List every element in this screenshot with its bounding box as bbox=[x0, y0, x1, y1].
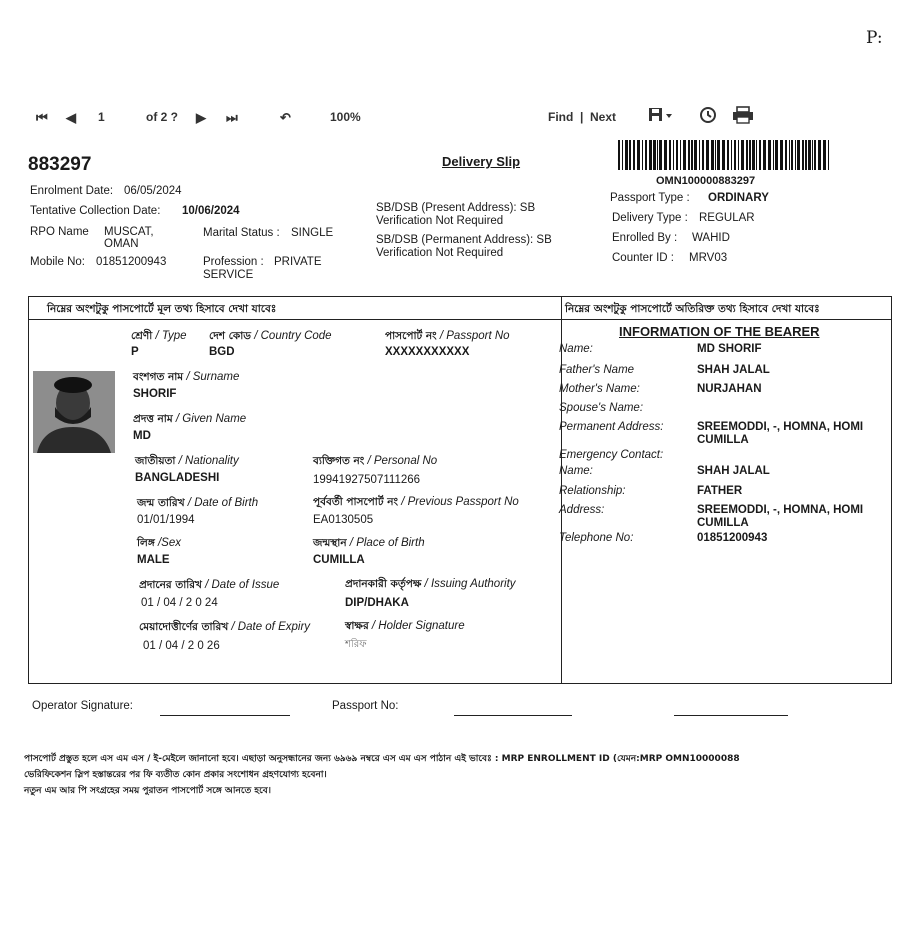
enrolled-by-value: WAHID bbox=[692, 232, 730, 244]
slip-number: 883297 bbox=[28, 154, 92, 175]
find-link[interactable]: Find bbox=[548, 110, 574, 124]
date-of-expiry-label-bn: মেয়াদোত্তীর্ণের তারিখ bbox=[139, 621, 229, 633]
footer-note-3: নতুন এম আর পি সংগ্রহের সময় পুরাতন পাসপোর্ট সঙ্গে আনতে হবে। bbox=[24, 786, 271, 796]
date-of-issue-label: / Date of Issue bbox=[201, 579, 280, 591]
counter-id-value: MRV03 bbox=[689, 252, 728, 264]
mobile-label: Mobile No: bbox=[30, 256, 85, 268]
rpo-value: MUSCAT, bbox=[104, 226, 154, 238]
nationality-label-bn: জাতীয়তা bbox=[135, 455, 176, 467]
holder-signature-label: / Holder Signature bbox=[368, 620, 465, 632]
emergency-address-value: SREEMODDI, -, HOMNA, HOMI bbox=[697, 504, 864, 516]
tentative-date-value: 10/06/2024 bbox=[182, 205, 240, 217]
dob-label-bn: জন্ম তারিখ bbox=[137, 497, 185, 509]
profession-label: Profession : bbox=[203, 256, 264, 268]
sb-present-text-line2: Verification Not Required bbox=[376, 215, 504, 227]
right-panel-header: নিম্নের অংশটুকু পাসপোর্টে অতিরিক্ত তথ্য হিসাবে দেখা যাবেঃ bbox=[565, 303, 820, 315]
back-icon[interactable]: ↶ bbox=[280, 110, 291, 125]
relationship-value: FATHER bbox=[697, 485, 743, 497]
toolbar-separator: | bbox=[580, 110, 584, 124]
next-page-button[interactable]: ▶ bbox=[196, 110, 206, 125]
given-name-label-bn: প্রদত্ত নাম bbox=[133, 413, 173, 425]
last-page-button[interactable]: ⏭ bbox=[226, 110, 238, 125]
tentative-date-label: Tentative Collection Date: bbox=[30, 205, 161, 217]
first-page-button[interactable]: ⏮ bbox=[36, 110, 48, 125]
delivery-type-value: REGULAR bbox=[699, 212, 755, 224]
permanent-address-value: SREEMODDI, -, HOMNA, HOMI bbox=[697, 421, 864, 433]
date-of-issue-label-bn: প্রদানের তারিখ bbox=[139, 579, 202, 591]
date-of-expiry-label: / Date of Expiry bbox=[228, 621, 311, 633]
footer-note-2: ভেরিফিকেশন স্লিপ হস্তান্তরের পর ফি ব্যতীত কোন প্রকার সংশোধন গ্রহণযোগ্য হবেনা। bbox=[24, 770, 327, 780]
date-of-expiry-value: 01 / 04 / 2 0 26 bbox=[143, 640, 220, 652]
nationality-value: BANGLADESHI bbox=[135, 472, 220, 484]
enrolment-date-value: 06/05/2024 bbox=[124, 185, 182, 197]
report-toolbar bbox=[30, 106, 790, 130]
operator-signature-label: Operator Signature: bbox=[32, 700, 134, 712]
surname-value: SHORIF bbox=[133, 388, 177, 400]
holder-signature-label-bn: স্বাক্ষর bbox=[345, 620, 369, 632]
name-label: Name: bbox=[559, 343, 593, 355]
telephone-value: 01851200943 bbox=[697, 532, 768, 544]
mother-name-label: Mother's Name: bbox=[559, 383, 640, 395]
delivery-type-label: Delivery Type : bbox=[612, 212, 688, 224]
sex-label: /Sex bbox=[154, 537, 182, 549]
sb-present-text: SB/DSB (Present Address): SB bbox=[376, 202, 536, 214]
header-divider bbox=[29, 319, 891, 320]
rpo-value-line2: OMAN bbox=[104, 238, 139, 250]
sb-permanent-text: SB/DSB (Permanent Address): SB bbox=[376, 234, 552, 246]
country-label: / Country Code bbox=[251, 330, 332, 342]
profession-value: PRIVATE bbox=[274, 256, 322, 268]
barcode-image bbox=[618, 140, 830, 170]
personal-no-value: 19941927507111266 bbox=[313, 474, 421, 486]
place-of-birth-label-bn: জন্মস্থান bbox=[313, 537, 347, 549]
personal-no-label-bn: ব্যক্তিগত নং bbox=[313, 455, 365, 467]
emergency-address-label: Address: bbox=[559, 504, 605, 516]
issuing-authority-label: / Issuing Authority bbox=[421, 578, 516, 590]
passport-no-label: / Passport No bbox=[436, 330, 510, 342]
spouse-name-label: Spouse's Name: bbox=[559, 402, 644, 414]
page-corner-text: P: bbox=[866, 28, 883, 48]
type-label: / Type bbox=[152, 330, 187, 342]
dob-value: 01/01/1994 bbox=[137, 514, 195, 526]
dob-label: / Date of Birth bbox=[184, 497, 259, 509]
previous-passport-label: / Previous Passport No bbox=[398, 496, 519, 508]
previous-passport-label-bn: পূর্ববর্তী পাসপোর্ট নং bbox=[313, 496, 399, 508]
barcode-text: OMN100000883297 bbox=[656, 175, 756, 187]
holder-signature: শরিফ bbox=[345, 639, 367, 650]
passport-no-label-bn: পাসপোর্ট নং bbox=[385, 330, 437, 342]
nationality-label: / Nationality bbox=[175, 455, 239, 467]
personal-no-label: / Personal No bbox=[364, 455, 438, 467]
left-panel-header: নিম্নের অংশটুকু পাসপোর্টে মূল তথ্য হিসাবে দেখা যাবেঃ bbox=[47, 303, 277, 315]
previous-page-button[interactable]: ◀ bbox=[66, 110, 76, 125]
date-of-issue-value: 01 / 04 / 2 0 24 bbox=[141, 597, 218, 609]
permanent-address-value-line2: CUMILLA bbox=[697, 434, 749, 446]
emergency-address-value-line2: CUMILLA bbox=[697, 517, 749, 529]
enrolment-date-label: Enrolment Date: bbox=[30, 185, 114, 197]
print-icon[interactable] bbox=[732, 106, 754, 127]
passport-no-footer-label: Passport No: bbox=[332, 700, 399, 712]
sb-permanent-text-line2: Verification Not Required bbox=[376, 247, 504, 259]
type-value: P bbox=[131, 346, 139, 358]
passport-info-frame bbox=[28, 296, 892, 684]
profession-value-line2: SERVICE bbox=[203, 269, 254, 281]
father-name-label: Father's Name bbox=[559, 364, 635, 376]
father-name-value: SHAH JALAL bbox=[697, 364, 770, 376]
issuing-authority-label-bn: প্রদানকারী কর্তৃপক্ষ bbox=[345, 578, 422, 590]
mother-name-value: NURJAHAN bbox=[697, 383, 762, 395]
sex-label-bn: লিঙ্গ bbox=[137, 537, 155, 549]
passport-type-label: Passport Type : bbox=[610, 192, 690, 204]
mobile-value: 01851200943 bbox=[96, 256, 167, 268]
emergency-name-value: SHAH JALAL bbox=[697, 465, 770, 477]
marital-value: SINGLE bbox=[291, 227, 334, 239]
permanent-address-label: Permanent Address: bbox=[559, 421, 664, 433]
emergency-contact-label: Emergency Contact: bbox=[559, 449, 664, 461]
passport-no-value: XXXXXXXXXXX bbox=[385, 346, 470, 358]
surname-label-bn: বংশগত নাম bbox=[133, 371, 184, 383]
zoom-select[interactable]: 100% bbox=[330, 110, 361, 124]
rpo-label: RPO Name bbox=[30, 226, 89, 238]
type-label-bn: শ্রেণী bbox=[131, 330, 153, 342]
counter-id-label: Counter ID : bbox=[612, 252, 674, 264]
country-value: BGD bbox=[209, 346, 235, 358]
telephone-label: Telephone No: bbox=[559, 532, 634, 544]
extra-signature-line bbox=[674, 715, 788, 716]
country-label-bn: দেশ কোড bbox=[209, 330, 252, 342]
marital-label: Marital Status : bbox=[203, 227, 280, 239]
bearer-info-title: INFORMATION OF THE BEARER bbox=[619, 324, 820, 339]
previous-passport-value: EA0130505 bbox=[313, 514, 374, 526]
passport-no-line bbox=[454, 715, 572, 716]
save-icon[interactable] bbox=[648, 106, 674, 127]
emergency-name-label: Name: bbox=[559, 465, 593, 477]
given-name-label: / Given Name bbox=[172, 413, 247, 425]
place-of-birth-label: / Place of Birth bbox=[346, 537, 425, 549]
passport-type-value: ORDINARY bbox=[708, 192, 769, 204]
find-next-link[interactable]: Next bbox=[590, 110, 617, 124]
footer-note-1: পাসপোর্ট প্রস্তুত হলে এস এম এস / ই-মেইলে জানানো হবে। এছাড়া অনুসন্ধানের জন্য ৬৯৬৯ নম্বরে এস এম এস পাঠান এই ভাবেঃ : MRP ENROLLMENT ID (যেমন:MRP OMN10000088 bbox=[24, 754, 740, 764]
holder-photo bbox=[33, 371, 115, 453]
refresh-icon[interactable] bbox=[698, 106, 718, 127]
place-of-birth-value: CUMILLA bbox=[313, 554, 365, 566]
surname-label: / Surname bbox=[183, 371, 240, 383]
sex-value: MALE bbox=[137, 554, 170, 566]
issuing-authority-value: DIP/DHAKA bbox=[345, 597, 409, 609]
enrolled-by-label: Enrolled By : bbox=[612, 232, 678, 244]
page-title: Delivery Slip bbox=[442, 154, 521, 169]
given-name-value: MD bbox=[133, 430, 151, 442]
relationship-label: Relationship: bbox=[559, 485, 626, 497]
page-count: of 2 ? bbox=[146, 110, 178, 124]
name-value: MD SHORIF bbox=[697, 343, 762, 355]
page-number-input[interactable]: 1 bbox=[98, 110, 105, 124]
operator-signature-line bbox=[160, 715, 290, 716]
